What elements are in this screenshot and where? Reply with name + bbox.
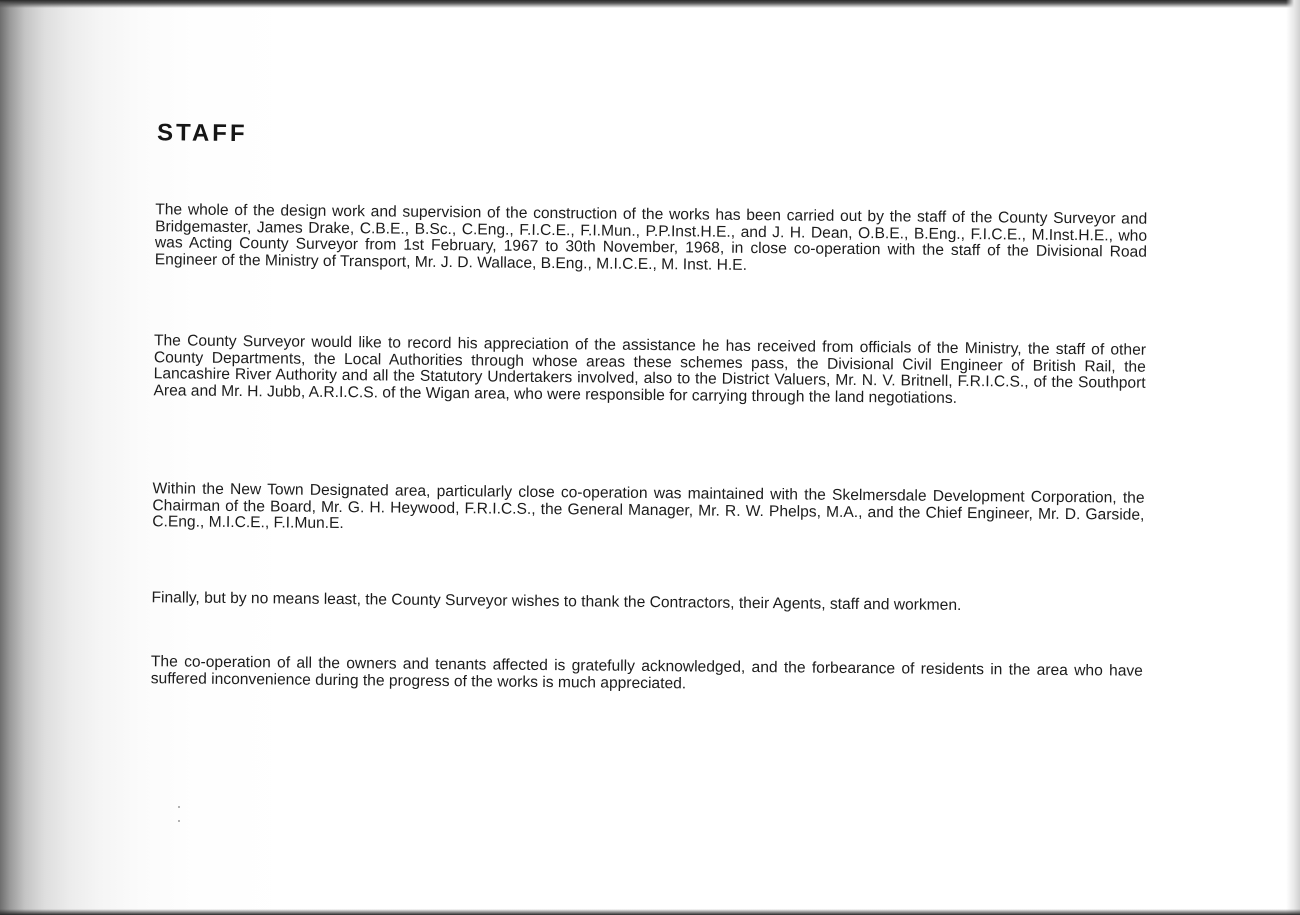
paragraph-appreciation: The County Surveyor would like to record his appreciation of the assistance he has received from officials of the Ministry, the staff of other County Departments, the Local Authorities through whose areas these schemes pass, the Divisional Civil Engineer of British Rail, the Lancashire River Authority and all the Statutory Undertakers involved, also to the District Valuers, Mr. N. V. Britnell, F.R.I.C.S., of the Southport Area and Mr. H. Jubb, A.R.I.C.S. of the Wigan area, who were responsible for carrying through the land negotiations. [153, 332, 1147, 407]
scan-right-edge [1286, 0, 1300, 915]
paragraph-new-town: Within the New Town Designated area, particularly close co-operation was maintained with the Skelmersdale Development Corporation, the Chairman of the Board, Mr. G. H. Heywood, F.R.I.C.S., the General Manager, Mr. R. W. Phelps, M.A., and the Chief Engineer, Mr. D. Garside, C.Eng., M.I.C.E., F.I.Mun.E. [152, 480, 1145, 533]
scan-top-edge [0, 0, 1300, 8]
dust-speck [178, 820, 180, 822]
paragraph-contractors: Finally, but by no means least, the County Surveyor wishes to thank the Contractors, their Agents, staff and workmen. [151, 589, 962, 614]
page-title: STAFF [156, 119, 248, 148]
paragraph-owners-tenants: The co-operation of all the owners and tenants affected is gratefully acknowledged, and the forbearance of residents in the area who have suffered inconvenience during the progress of the works is much appreciated. [150, 653, 1143, 692]
scan-bottom-edge [0, 909, 1300, 915]
paragraph-design-work: The whole of the design work and supervision of the construction of the works has been carried out by the staff of the County Surveyor and Bridgemaster, James Drake, C.B.E., B.Sc., C.Eng., F.I.C.E., F.I.Mun., P.P.Inst.H.E., and J. H. Dean, O.B.E., B.Eng., F.I.C.E., M.Inst.H.E., who was Acting County Surveyor from 1st February, 1967 to 30th November, 1968, in close co-operation with the staff of the Divisional Road Engineer of the Ministry of Transport, Mr. J. D. Wallace, B.Eng., M.I.C.E., M. Inst. H.E. [154, 201, 1148, 274]
dust-speck [178, 806, 180, 808]
